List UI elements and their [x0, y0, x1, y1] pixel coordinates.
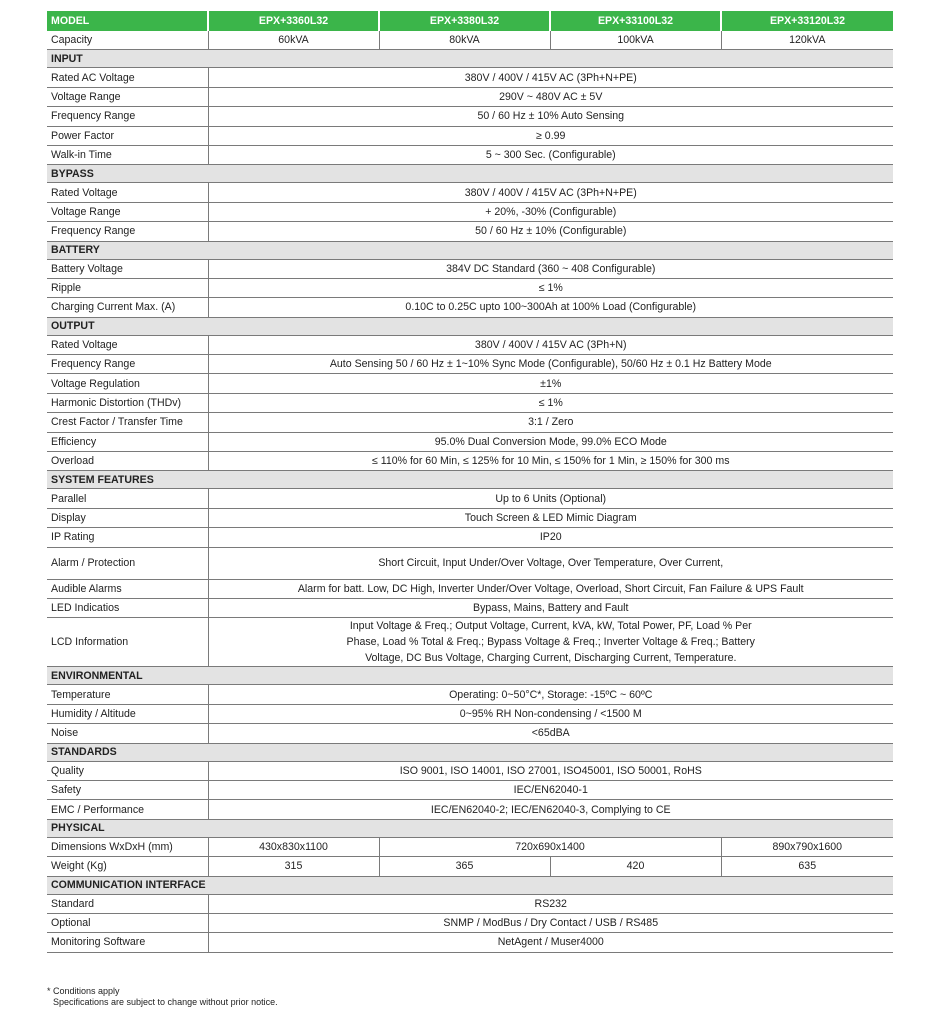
- row-value: Up to 6 Units (Optional): [208, 489, 893, 508]
- row-label: Safety: [47, 780, 208, 799]
- spec-row: [47, 68, 893, 87]
- model-name: EPX+3360L32: [208, 11, 379, 31]
- dimensions-row: [47, 837, 893, 856]
- row-label: Display: [47, 508, 208, 527]
- row-label: Walk-in Time: [47, 145, 208, 164]
- row-value: NetAgent / Muser4000: [208, 933, 893, 952]
- row-label: Overload: [47, 452, 208, 471]
- spec-row: [47, 222, 893, 241]
- row-value: ≤ 1%: [208, 278, 893, 297]
- dimension-value: 890x790x1600: [721, 837, 893, 856]
- spec-row: [47, 183, 893, 202]
- row-label: Monitoring Software: [47, 933, 208, 952]
- spec-row: [47, 508, 893, 527]
- row-value: 95.0% Dual Conversion Mode, 99.0% ECO Mode: [208, 432, 893, 451]
- row-label: Voltage Regulation: [47, 374, 208, 393]
- row-value: 290V ~ 480V AC ± 5V: [208, 87, 893, 106]
- row-value: Auto Sensing 50 / 60 Hz ± 1~10% Sync Mode (Configurable), 50/60 Hz ± 0.1 Hz Battery Mode: [208, 355, 893, 374]
- row-value: Short Circuit, Input Under/Over Voltage, Over Temperature, Over Current,: [208, 547, 893, 579]
- spec-row: [47, 685, 893, 704]
- row-label: Harmonic Distortion (THDv): [47, 393, 208, 412]
- row-value: 380V / 400V / 415V AC (3Ph+N): [208, 335, 893, 354]
- section-header: [47, 876, 893, 894]
- row-value: ISO 9001, ISO 14001, ISO 27001, ISO45001, ISO 50001, RoHS: [208, 761, 893, 780]
- row-value: 380V / 400V / 415V AC (3Ph+N+PE): [208, 183, 893, 202]
- spec-table: [47, 11, 893, 953]
- row-label: Parallel: [47, 489, 208, 508]
- section-title: ENVIRONMENTAL: [47, 667, 893, 685]
- model-name: EPX+33100L32: [550, 11, 721, 31]
- row-label: Frequency Range: [47, 355, 208, 374]
- row-value: SNMP / ModBus / Dry Contact / USB / RS485: [208, 913, 893, 932]
- weight-value: 315: [208, 857, 379, 876]
- section-title: BYPASS: [47, 165, 893, 183]
- spec-row: [47, 489, 893, 508]
- lcd-line: Voltage, DC Bus Voltage, Charging Current, Discharging Current, Temperature.: [365, 652, 737, 665]
- row-value: RS232: [208, 894, 893, 913]
- capacity-value: 80kVA: [379, 31, 550, 50]
- capacity-value: 120kVA: [721, 31, 893, 50]
- spec-row: [47, 126, 893, 145]
- spec-row: [47, 335, 893, 354]
- row-value: 380V / 400V / 415V AC (3Ph+N+PE): [208, 68, 893, 87]
- section-header: [47, 50, 893, 68]
- row-label: EMC / Performance: [47, 800, 208, 819]
- capacity-row: [47, 31, 893, 50]
- row-value: 50 / 60 Hz ± 10% Auto Sensing: [208, 107, 893, 126]
- section-title: PHYSICAL: [47, 819, 893, 837]
- row-label: Noise: [47, 724, 208, 743]
- spec-row: [47, 355, 893, 374]
- spec-row: [47, 259, 893, 278]
- model-name: EPX+3380L32: [379, 11, 550, 31]
- spec-row: [47, 704, 893, 723]
- spec-row: [47, 202, 893, 221]
- spec-row: [47, 432, 893, 451]
- row-label: LCD Information: [47, 618, 208, 667]
- row-label: Weight (Kg): [47, 857, 208, 876]
- section-title: INPUT: [47, 50, 893, 68]
- row-value: Bypass, Mains, Battery and Fault: [208, 598, 893, 617]
- weight-value: 420: [550, 857, 721, 876]
- spec-row: [47, 598, 893, 617]
- lcd-line: Phase, Load % Total & Freq.; Bypass Voltage & Freq.; Inverter Voltage & Freq.; Battery: [346, 636, 755, 649]
- row-value: ±1%: [208, 374, 893, 393]
- spec-row: [47, 278, 893, 297]
- section-header: [47, 667, 893, 685]
- section-title: SYSTEM FEATURES: [47, 471, 893, 489]
- spec-row: [47, 894, 893, 913]
- row-label: Power Factor: [47, 126, 208, 145]
- section-header: [47, 743, 893, 761]
- spec-row: [47, 528, 893, 547]
- model-name: EPX+33120L32: [721, 11, 893, 31]
- section-title: STANDARDS: [47, 743, 893, 761]
- section-header: [47, 241, 893, 259]
- spec-row: [47, 374, 893, 393]
- row-label: Optional: [47, 913, 208, 932]
- weight-row: [47, 857, 893, 876]
- section-header: [47, 165, 893, 183]
- row-label: Temperature: [47, 685, 208, 704]
- spec-row: [47, 107, 893, 126]
- capacity-value: 60kVA: [208, 31, 379, 50]
- row-value: Operating: 0~50°C*, Storage: -15ºC ~ 60ºC: [208, 685, 893, 704]
- dimension-value: 720x690x1400: [379, 837, 721, 856]
- spec-row: [47, 724, 893, 743]
- footnotes: [47, 986, 278, 1008]
- row-label: Rated AC Voltage: [47, 68, 208, 87]
- weight-value: 365: [379, 857, 550, 876]
- spec-row: [47, 618, 893, 667]
- spec-row: [47, 452, 893, 471]
- spec-row: [47, 579, 893, 598]
- row-label: Voltage Range: [47, 202, 208, 221]
- header-row: [47, 11, 893, 31]
- section-title: COMMUNICATION INTERFACE: [47, 876, 893, 894]
- model-header: MODEL: [47, 11, 208, 31]
- row-label: Alarm / Protection: [47, 547, 208, 579]
- row-value: + 20%, -30% (Configurable): [208, 202, 893, 221]
- row-label: Quality: [47, 761, 208, 780]
- row-label: IP Rating: [47, 528, 208, 547]
- row-label: Frequency Range: [47, 107, 208, 126]
- row-value: 0~95% RH Non-condensing / <1500 M: [208, 704, 893, 723]
- row-label: Dimensions WxDxH (mm): [47, 837, 208, 856]
- row-label: Humidity / Altitude: [47, 704, 208, 723]
- row-value: [208, 618, 893, 667]
- row-label: Charging Current Max. (A): [47, 298, 208, 317]
- capacity-value: 100kVA: [550, 31, 721, 50]
- spec-sheet: [47, 11, 893, 953]
- dimension-value: 430x830x1100: [208, 837, 379, 856]
- row-value: Alarm for batt. Low, DC High, Inverter Under/Over Voltage, Overload, Short Circuit, Fan Failure & UPS Fault: [208, 579, 893, 598]
- spec-row: [47, 933, 893, 952]
- weight-value: 635: [721, 857, 893, 876]
- section-header: [47, 317, 893, 335]
- lcd-line: Input Voltage & Freq.; Output Voltage, Current, kVA, kW, Total Power, PF, Load % Per: [349, 620, 752, 633]
- row-value: 5 ~ 300 Sec. (Configurable): [208, 145, 893, 164]
- row-value: ≤ 1%: [208, 393, 893, 412]
- row-value: 0.10C to 0.25C upto 100~300Ah at 100% Load (Configurable): [208, 298, 893, 317]
- row-value: IEC/EN62040-2; IEC/EN62040-3, Complying to CE: [208, 800, 893, 819]
- row-value: 50 / 60 Hz ± 10% (Configurable): [208, 222, 893, 241]
- row-label: Battery Voltage: [47, 259, 208, 278]
- row-value: ≥ 0.99: [208, 126, 893, 145]
- spec-row: [47, 800, 893, 819]
- section-title: BATTERY: [47, 241, 893, 259]
- section-header: [47, 471, 893, 489]
- row-label: Frequency Range: [47, 222, 208, 241]
- spec-row: [47, 145, 893, 164]
- spec-row: [47, 780, 893, 799]
- spec-row: [47, 87, 893, 106]
- row-label: Rated Voltage: [47, 335, 208, 354]
- row-label: Voltage Range: [47, 87, 208, 106]
- row-label: Audible Alarms: [47, 579, 208, 598]
- row-value: IP20: [208, 528, 893, 547]
- row-value: 3:1 / Zero: [208, 413, 893, 432]
- row-value: 384V DC Standard (360 ~ 408 Configurable): [208, 259, 893, 278]
- row-label: Crest Factor / Transfer Time: [47, 413, 208, 432]
- row-label: Rated Voltage: [47, 183, 208, 202]
- footnote: Specifications are subject to change without prior notice.: [53, 997, 278, 1007]
- spec-row: [47, 393, 893, 412]
- spec-row: [47, 761, 893, 780]
- row-value: IEC/EN62040-1: [208, 780, 893, 799]
- spec-row: [47, 413, 893, 432]
- section-title: OUTPUT: [47, 317, 893, 335]
- section-header: [47, 819, 893, 837]
- row-value: <65dBA: [208, 724, 893, 743]
- spec-row: [47, 298, 893, 317]
- row-value: Touch Screen & LED Mimic Diagram: [208, 508, 893, 527]
- row-label: Standard: [47, 894, 208, 913]
- footnote: * Conditions apply: [47, 986, 120, 996]
- spec-row: [47, 913, 893, 932]
- row-label: Efficiency: [47, 432, 208, 451]
- row-label: Ripple: [47, 278, 208, 297]
- row-value: ≤ 110% for 60 Min, ≤ 125% for 10 Min, ≤ 150% for 1 Min, ≥ 150% for 300 ms: [208, 452, 893, 471]
- row-label: Capacity: [47, 31, 208, 50]
- row-label: LED Indicatios: [47, 598, 208, 617]
- spec-row: [47, 547, 893, 579]
